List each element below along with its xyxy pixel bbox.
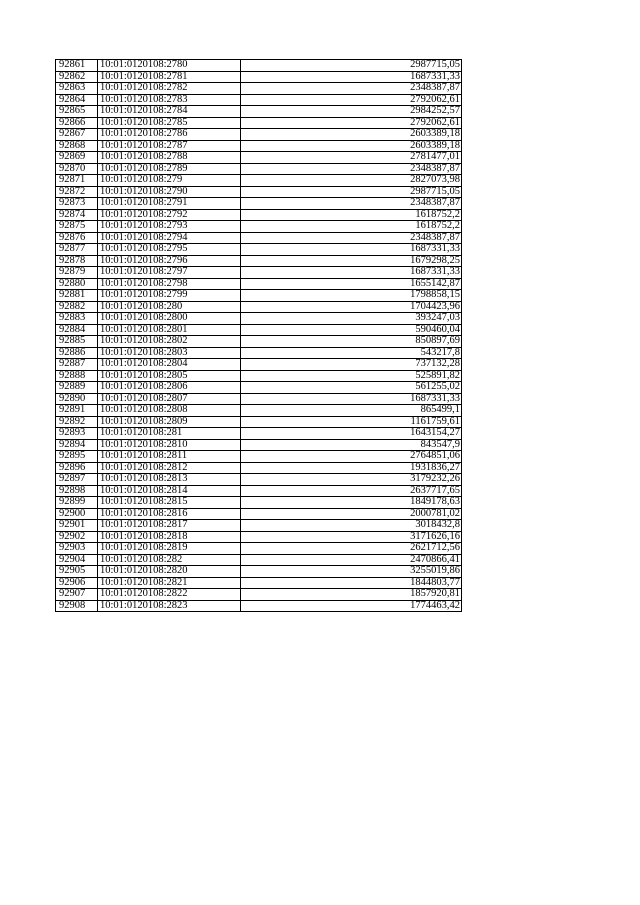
value-cell: 2637717,65 bbox=[241, 485, 462, 497]
row-number-cell: 92885 bbox=[56, 336, 98, 348]
value-cell: 2470866,41 bbox=[241, 554, 462, 566]
table-row bbox=[56, 221, 462, 233]
cadastral-number-cell: 10:01:0120108:2809 bbox=[98, 416, 241, 428]
value-cell: 2987715,05 bbox=[241, 60, 462, 72]
cadastral-number-cell: 10:01:0120108:2800 bbox=[98, 313, 241, 325]
value-cell: 1687331,33 bbox=[241, 267, 462, 279]
row-number-cell: 92892 bbox=[56, 416, 98, 428]
value-cell: 3171626,16 bbox=[241, 531, 462, 543]
value-cell: 2792062,61 bbox=[241, 94, 462, 106]
table-row bbox=[56, 416, 462, 428]
table-row bbox=[56, 209, 462, 221]
value-cell: 2348387,87 bbox=[241, 163, 462, 175]
row-number-cell: 92880 bbox=[56, 278, 98, 290]
row-number-cell: 92876 bbox=[56, 232, 98, 244]
row-number-cell: 92868 bbox=[56, 140, 98, 152]
cadastral-number-cell: 10:01:0120108:2819 bbox=[98, 543, 241, 555]
table-row bbox=[56, 267, 462, 279]
table-row bbox=[56, 474, 462, 486]
cadastral-number-cell: 10:01:0120108:2787 bbox=[98, 140, 241, 152]
value-cell: 1774463,42 bbox=[241, 600, 462, 612]
table-row bbox=[56, 462, 462, 474]
table-row bbox=[56, 60, 462, 72]
cadastral-number-cell: 10:01:0120108:2822 bbox=[98, 589, 241, 601]
row-number-cell: 92896 bbox=[56, 462, 98, 474]
cadastral-number-cell: 10:01:0120108:2811 bbox=[98, 451, 241, 463]
value-cell: 843547,9 bbox=[241, 439, 462, 451]
row-number-cell: 92902 bbox=[56, 531, 98, 543]
table-row bbox=[56, 439, 462, 451]
cadastral-number-cell: 10:01:0120108:2795 bbox=[98, 244, 241, 256]
table-row bbox=[56, 600, 462, 612]
row-number-cell: 92884 bbox=[56, 324, 98, 336]
row-number-cell: 92882 bbox=[56, 301, 98, 313]
value-cell: 850897,69 bbox=[241, 336, 462, 348]
value-cell: 1931836,27 bbox=[241, 462, 462, 474]
row-number-cell: 92901 bbox=[56, 520, 98, 532]
table-row bbox=[56, 324, 462, 336]
cadastral-number-cell: 10:01:0120108:2783 bbox=[98, 94, 241, 106]
row-number-cell: 92877 bbox=[56, 244, 98, 256]
table-row bbox=[56, 106, 462, 118]
value-cell: 393247,03 bbox=[241, 313, 462, 325]
row-number-cell: 92871 bbox=[56, 175, 98, 187]
table-row bbox=[56, 83, 462, 95]
table-row bbox=[56, 94, 462, 106]
value-cell: 2987715,05 bbox=[241, 186, 462, 198]
value-cell: 1704423,96 bbox=[241, 301, 462, 313]
table-row bbox=[56, 186, 462, 198]
cadastral-number-cell: 10:01:0120108:2791 bbox=[98, 198, 241, 210]
value-cell: 1618752,2 bbox=[241, 209, 462, 221]
row-number-cell: 92900 bbox=[56, 508, 98, 520]
value-cell: 3018432,8 bbox=[241, 520, 462, 532]
cadastral-number-cell: 10:01:0120108:2792 bbox=[98, 209, 241, 221]
value-cell: 2764851,06 bbox=[241, 451, 462, 463]
cadastral-number-cell: 10:01:0120108:2807 bbox=[98, 393, 241, 405]
table-body bbox=[56, 60, 462, 612]
row-number-cell: 92898 bbox=[56, 485, 98, 497]
value-cell: 1857920,81 bbox=[241, 589, 462, 601]
table-row bbox=[56, 301, 462, 313]
cadastral-number-cell: 10:01:0120108:2801 bbox=[98, 324, 241, 336]
value-cell: 1655142,87 bbox=[241, 278, 462, 290]
row-number-cell: 92888 bbox=[56, 370, 98, 382]
value-cell: 1844803,77 bbox=[241, 577, 462, 589]
row-number-cell: 92894 bbox=[56, 439, 98, 451]
table-row bbox=[56, 554, 462, 566]
row-number-cell: 92878 bbox=[56, 255, 98, 267]
row-number-cell: 92874 bbox=[56, 209, 98, 221]
cadastral-number-cell: 10:01:0120108:2789 bbox=[98, 163, 241, 175]
value-cell: 1679298,25 bbox=[241, 255, 462, 267]
cadastral-number-cell: 10:01:0120108:2814 bbox=[98, 485, 241, 497]
row-number-cell: 92887 bbox=[56, 359, 98, 371]
cadastral-number-cell: 10:01:0120108:2780 bbox=[98, 60, 241, 72]
table-row bbox=[56, 370, 462, 382]
cadastral-value-table bbox=[55, 59, 462, 612]
cadastral-number-cell: 10:01:0120108:2798 bbox=[98, 278, 241, 290]
row-number-cell: 92873 bbox=[56, 198, 98, 210]
table-row bbox=[56, 336, 462, 348]
value-cell: 1798858,15 bbox=[241, 290, 462, 302]
row-number-cell: 92862 bbox=[56, 71, 98, 83]
table-row bbox=[56, 359, 462, 371]
cadastral-number-cell: 10:01:0120108:2816 bbox=[98, 508, 241, 520]
row-number-cell: 92864 bbox=[56, 94, 98, 106]
table-row bbox=[56, 71, 462, 83]
value-cell: 2621712,56 bbox=[241, 543, 462, 555]
cadastral-number-cell: 10:01:0120108:2786 bbox=[98, 129, 241, 141]
row-number-cell: 92904 bbox=[56, 554, 98, 566]
row-number-cell: 92867 bbox=[56, 129, 98, 141]
table-row bbox=[56, 589, 462, 601]
cadastral-number-cell: 10:01:0120108:2820 bbox=[98, 566, 241, 578]
value-cell: 2781477,01 bbox=[241, 152, 462, 164]
value-cell: 3255019,86 bbox=[241, 566, 462, 578]
table-row bbox=[56, 393, 462, 405]
cadastral-number-cell: 10:01:0120108:2782 bbox=[98, 83, 241, 95]
row-number-cell: 92861 bbox=[56, 60, 98, 72]
row-number-cell: 92897 bbox=[56, 474, 98, 486]
table-row bbox=[56, 428, 462, 440]
cadastral-number-cell: 10:01:0120108:2812 bbox=[98, 462, 241, 474]
cadastral-number-cell: 10:01:0120108:2821 bbox=[98, 577, 241, 589]
table-row bbox=[56, 347, 462, 359]
table-row bbox=[56, 175, 462, 187]
table-row bbox=[56, 140, 462, 152]
table-row bbox=[56, 485, 462, 497]
cadastral-number-cell: 10:01:0120108:2813 bbox=[98, 474, 241, 486]
row-number-cell: 92866 bbox=[56, 117, 98, 129]
cadastral-number-cell: 10:01:0120108:282 bbox=[98, 554, 241, 566]
table-row bbox=[56, 255, 462, 267]
table-row bbox=[56, 508, 462, 520]
row-number-cell: 92899 bbox=[56, 497, 98, 509]
value-cell: 525891,82 bbox=[241, 370, 462, 382]
value-cell: 1687331,33 bbox=[241, 244, 462, 256]
row-number-cell: 92903 bbox=[56, 543, 98, 555]
row-number-cell: 92895 bbox=[56, 451, 98, 463]
table-row bbox=[56, 382, 462, 394]
value-cell: 737132,28 bbox=[241, 359, 462, 371]
cadastral-number-cell: 10:01:0120108:2784 bbox=[98, 106, 241, 118]
table-row bbox=[56, 313, 462, 325]
cadastral-number-cell: 10:01:0120108:2803 bbox=[98, 347, 241, 359]
value-cell: 1687331,33 bbox=[241, 393, 462, 405]
row-number-cell: 92881 bbox=[56, 290, 98, 302]
cadastral-number-cell: 10:01:0120108:2815 bbox=[98, 497, 241, 509]
value-cell: 1849178,63 bbox=[241, 497, 462, 509]
table-row bbox=[56, 543, 462, 555]
table-row bbox=[56, 129, 462, 141]
cadastral-number-cell: 10:01:0120108:2818 bbox=[98, 531, 241, 543]
value-cell: 2984252,57 bbox=[241, 106, 462, 118]
table-row bbox=[56, 278, 462, 290]
value-cell: 1618752,2 bbox=[241, 221, 462, 233]
row-number-cell: 92872 bbox=[56, 186, 98, 198]
table-row bbox=[56, 290, 462, 302]
row-number-cell: 92906 bbox=[56, 577, 98, 589]
table-row bbox=[56, 198, 462, 210]
row-number-cell: 92905 bbox=[56, 566, 98, 578]
row-number-cell: 92891 bbox=[56, 405, 98, 417]
cadastral-number-cell: 10:01:0120108:279 bbox=[98, 175, 241, 187]
cadastral-number-cell: 10:01:0120108:2797 bbox=[98, 267, 241, 279]
value-cell: 590460,04 bbox=[241, 324, 462, 336]
cadastral-number-cell: 10:01:0120108:2796 bbox=[98, 255, 241, 267]
value-cell: 2000781,02 bbox=[241, 508, 462, 520]
value-cell: 2348387,87 bbox=[241, 83, 462, 95]
row-number-cell: 92863 bbox=[56, 83, 98, 95]
cadastral-number-cell: 10:01:0120108:280 bbox=[98, 301, 241, 313]
cadastral-number-cell: 10:01:0120108:2785 bbox=[98, 117, 241, 129]
row-number-cell: 92890 bbox=[56, 393, 98, 405]
table-row bbox=[56, 117, 462, 129]
value-cell: 2792062,61 bbox=[241, 117, 462, 129]
row-number-cell: 92886 bbox=[56, 347, 98, 359]
value-cell: 1161759,61 bbox=[241, 416, 462, 428]
value-cell: 2348387,87 bbox=[241, 198, 462, 210]
cadastral-number-cell: 10:01:0120108:2799 bbox=[98, 290, 241, 302]
value-cell: 2603389,18 bbox=[241, 140, 462, 152]
table-row bbox=[56, 244, 462, 256]
row-number-cell: 92893 bbox=[56, 428, 98, 440]
value-cell: 2348387,87 bbox=[241, 232, 462, 244]
cadastral-number-cell: 10:01:0120108:2808 bbox=[98, 405, 241, 417]
cadastral-number-cell: 10:01:0120108:2790 bbox=[98, 186, 241, 198]
cadastral-number-cell: 10:01:0120108:2806 bbox=[98, 382, 241, 394]
table-row bbox=[56, 531, 462, 543]
value-cell: 2603389,18 bbox=[241, 129, 462, 141]
cadastral-number-cell: 10:01:0120108:2810 bbox=[98, 439, 241, 451]
table-row bbox=[56, 566, 462, 578]
value-cell: 1687331,33 bbox=[241, 71, 462, 83]
row-number-cell: 92907 bbox=[56, 589, 98, 601]
cadastral-number-cell: 10:01:0120108:2794 bbox=[98, 232, 241, 244]
table-row bbox=[56, 577, 462, 589]
row-number-cell: 92869 bbox=[56, 152, 98, 164]
cadastral-number-cell: 10:01:0120108:2805 bbox=[98, 370, 241, 382]
cadastral-number-cell: 10:01:0120108:2793 bbox=[98, 221, 241, 233]
table-row bbox=[56, 152, 462, 164]
table-row bbox=[56, 163, 462, 175]
row-number-cell: 92875 bbox=[56, 221, 98, 233]
cadastral-number-cell: 10:01:0120108:2781 bbox=[98, 71, 241, 83]
value-cell: 543217,8 bbox=[241, 347, 462, 359]
row-number-cell: 92870 bbox=[56, 163, 98, 175]
cadastral-number-cell: 10:01:0120108:281 bbox=[98, 428, 241, 440]
cadastral-number-cell: 10:01:0120108:2817 bbox=[98, 520, 241, 532]
value-cell: 865499,1 bbox=[241, 405, 462, 417]
cadastral-number-cell: 10:01:0120108:2804 bbox=[98, 359, 241, 371]
table-row bbox=[56, 405, 462, 417]
cadastral-number-cell: 10:01:0120108:2823 bbox=[98, 600, 241, 612]
cadastral-number-cell: 10:01:0120108:2788 bbox=[98, 152, 241, 164]
row-number-cell: 92889 bbox=[56, 382, 98, 394]
row-number-cell: 92883 bbox=[56, 313, 98, 325]
row-number-cell: 92879 bbox=[56, 267, 98, 279]
row-number-cell: 92865 bbox=[56, 106, 98, 118]
value-cell: 2827073,98 bbox=[241, 175, 462, 187]
table-row bbox=[56, 497, 462, 509]
value-cell: 3179232,26 bbox=[241, 474, 462, 486]
cadastral-number-cell: 10:01:0120108:2802 bbox=[98, 336, 241, 348]
value-cell: 1643154,27 bbox=[241, 428, 462, 440]
value-cell: 561255,02 bbox=[241, 382, 462, 394]
row-number-cell: 92908 bbox=[56, 600, 98, 612]
table-row bbox=[56, 451, 462, 463]
table-row bbox=[56, 232, 462, 244]
table-row bbox=[56, 520, 462, 532]
